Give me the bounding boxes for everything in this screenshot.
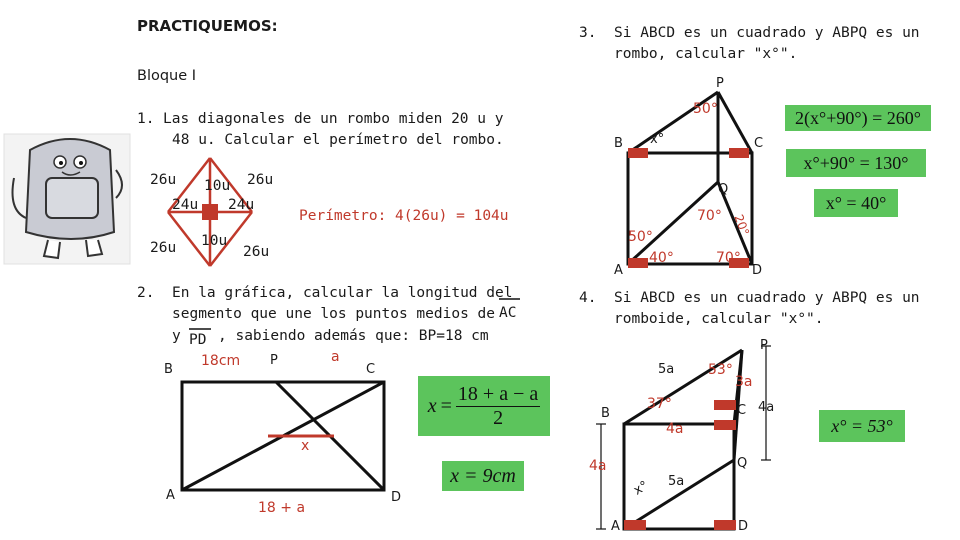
vertex-b: B [614, 136, 623, 151]
vertex-c: C [737, 403, 747, 418]
label-4a-side: 4a [758, 400, 775, 415]
problem2-text-line1: En la gráfica, calcular la longitud del [172, 285, 513, 301]
angle-70-bottom: 70° [716, 250, 741, 266]
perimeter-result: Perímetro: 4(26u) = 104u [299, 208, 509, 224]
label-10u: 10u [204, 178, 231, 194]
problem3-number: 3. [579, 25, 597, 41]
vertex-q: Q [737, 456, 748, 471]
right-angle-marker [202, 204, 218, 220]
vertex-d: D [752, 263, 763, 278]
angle-20: 20° [731, 212, 752, 238]
label-24u: 24u [228, 197, 255, 213]
problem1-number: 1. [137, 111, 155, 127]
problem3-text-line2: rombo, calcular "x°". [614, 46, 798, 62]
vertex-c: C [754, 136, 764, 151]
vertex-a: A [614, 263, 623, 278]
vertex-p: P [716, 76, 724, 91]
label-5a-bottom: 5a [668, 474, 685, 489]
equation-1: 2(x°+90°) = 260° [785, 105, 931, 131]
problem3-text-line1: Si ABCD es un cuadrado y ABPQ es un [614, 25, 920, 41]
vertex-a: A [166, 488, 175, 503]
label-3a: 3a [735, 374, 753, 390]
label-5a-top: 5a [658, 362, 675, 377]
problem2-text-line2: segmento que une los puntos medios de [172, 306, 496, 322]
equation-2: x°+90° = 130° [786, 149, 926, 177]
label-4a-mid: 4a [666, 421, 684, 437]
vertex-p: P [760, 338, 768, 353]
angle-50-left: 50° [628, 229, 653, 245]
angle-x: x° [631, 478, 652, 499]
equation-3: x° = 40° [814, 189, 898, 217]
vertex-d: D [391, 490, 402, 505]
backpack-mascot-icon [4, 134, 130, 264]
label-a: a [331, 349, 340, 365]
angle-70: 70° [697, 208, 722, 224]
block-label: Bloque I [137, 68, 197, 84]
formula-box [418, 376, 550, 436]
formula-eq: = [440, 394, 452, 417]
label-18cm: 18cm [201, 353, 241, 369]
vertex-b: B [164, 362, 173, 377]
angle-53: 53° [708, 362, 733, 378]
label-24u: 24u [172, 197, 199, 213]
problem4-number: 4. [579, 290, 597, 306]
label-26u: 26u [150, 172, 177, 188]
answer-box: x° = 53° [819, 410, 905, 442]
problem4-text-line1: Si ABCD es un cuadrado y ABPQ es un [614, 290, 920, 306]
angle-50-top: 50° [693, 101, 718, 117]
problem2-text-line3b: , sabiendo además que: BP=18 cm [218, 328, 489, 344]
angle-37: 37° [647, 396, 672, 412]
label-26u: 26u [150, 240, 177, 256]
angle-x: x° [650, 132, 665, 147]
formula-x: x [427, 394, 437, 417]
problem1-text-line1: Las diagonales de un rombo miden 20 u y [163, 111, 504, 127]
vertex-b: B [601, 406, 610, 421]
segment-pd: PD [189, 332, 207, 348]
vertex-c: C [366, 362, 376, 377]
vertex-d: D [738, 519, 749, 534]
segment-ac: AC [499, 305, 517, 321]
vertex-q: Q [718, 182, 729, 197]
label-26u: 26u [243, 244, 270, 260]
page-title: PRACTIQUEMOS: [137, 17, 278, 35]
problem2-text-line3a: y [172, 328, 181, 344]
label-26u: 26u [247, 172, 274, 188]
angle-40: 40° [649, 250, 674, 266]
vertex-a: A [611, 519, 620, 534]
problem4-text-line2: romboide, calcular "x°". [614, 311, 824, 327]
label-18-plus-a: 18 + a [258, 500, 306, 516]
label-4a-left: 4a [589, 458, 607, 474]
formula-numerator: 18 + a − a [457, 382, 539, 405]
problem1-text-line2: 48 u. Calcular el perímetro del rombo. [172, 132, 504, 148]
label-10u: 10u [201, 233, 228, 249]
label-x: x [301, 438, 310, 454]
formula-denominator: 2 [493, 406, 504, 429]
answer-box: x = 9cm [442, 461, 524, 491]
problem2-number: 2. [137, 285, 155, 301]
vertex-p: P [270, 353, 278, 368]
